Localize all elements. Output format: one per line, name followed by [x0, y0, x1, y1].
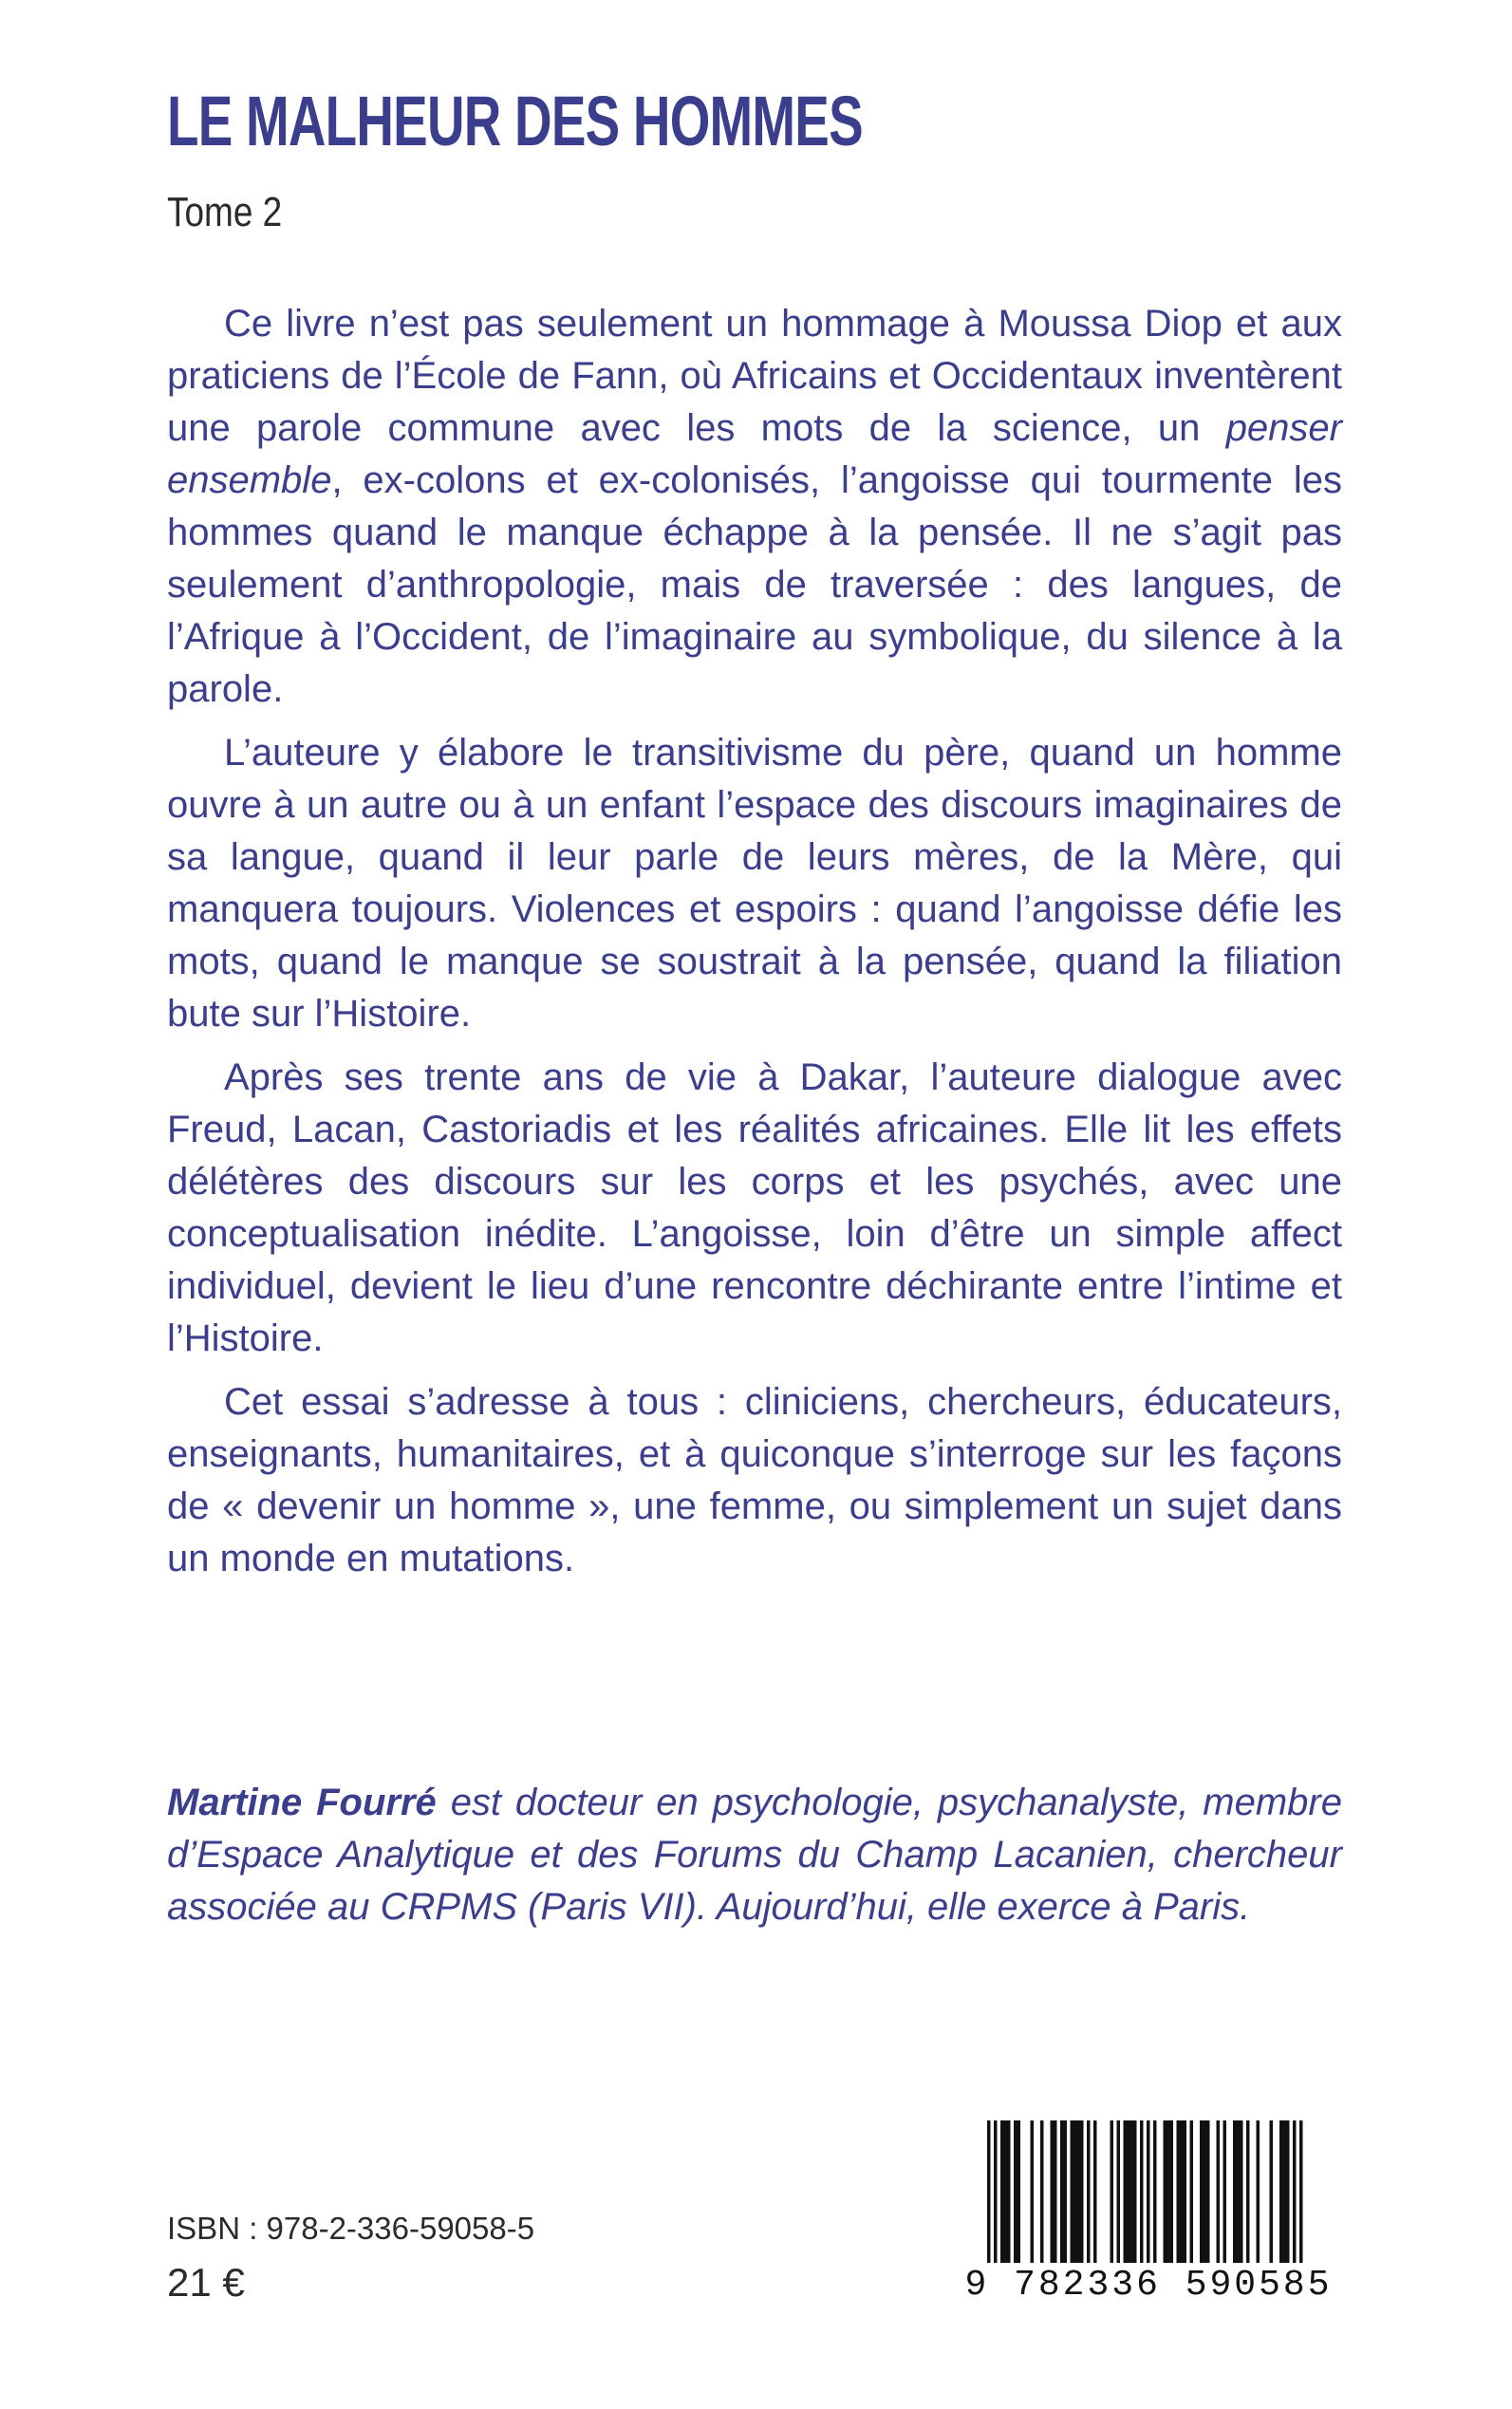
barcode-bar	[1177, 2120, 1181, 2272]
barcode-bar	[1017, 2120, 1021, 2272]
barcode-bar	[1283, 2120, 1287, 2272]
barcode	[949, 2120, 1348, 2318]
barcode-bar	[1087, 2120, 1091, 2272]
barcode-bar	[1133, 2120, 1137, 2272]
barcode-bar	[1293, 2120, 1297, 2272]
barcode-bar	[1184, 2120, 1187, 2272]
barcode-bar	[994, 2120, 998, 2272]
barcode-bar	[1286, 2120, 1290, 2272]
barcode-bars	[949, 2120, 1348, 2272]
barcode-bar	[1167, 2120, 1170, 2272]
barcode-bar	[1040, 2120, 1044, 2272]
barcode-bar	[1007, 2120, 1011, 2272]
barcode-bar	[1217, 2120, 1221, 2272]
barcode-bar	[1054, 2120, 1057, 2272]
barcode-bar	[1140, 2120, 1144, 2272]
summary-paragraph-1	[167, 298, 1342, 716]
barcode-bar	[1170, 2120, 1174, 2272]
barcode-bar	[1237, 2120, 1241, 2272]
barcode-bar	[1060, 2120, 1064, 2272]
summary-paragraph-3: Après ses trente ans de vie à Dakar, l’auteure dialogue avec Freud, Lacan, Castoriadis et les réalités africaines. Elle lit les effets délétères des discours sur les corps et les psychés, avec une conceptualisation inédite. L’angoisse, loin d’être un simple affect individuel, devient le lieu d’une rencontre déchirante entre l’intime et l’Histoire.	[167, 1056, 1342, 1359]
barcode-bar	[1130, 2120, 1134, 2272]
barcode-bar	[1240, 2120, 1243, 2272]
summary-p1-after: , ex-colons et ex-colonisés, l’angoisse qui tourmente les hommes quand le manque échappe à la pensée. Il ne s’agit pas seulement d’anthropologie, mais de traversée : des langues, de l’Afrique à l’Occident, de l’imaginaire au symbolique, du silence à la parole.	[167, 459, 1342, 710]
barcode-bar	[1117, 2120, 1121, 2272]
barcode-bar	[1000, 2120, 1004, 2272]
summary-text	[167, 298, 1342, 1597]
barcode-bar	[1071, 2120, 1074, 2272]
barcode-bar	[1124, 2120, 1128, 2272]
summary-p1-emphasis: penser ensemble	[167, 407, 1342, 501]
barcode-bar	[1051, 2120, 1055, 2272]
barcode-bar	[1004, 2120, 1008, 2272]
barcode-bar	[1147, 2120, 1150, 2272]
barcode-bar	[1080, 2120, 1084, 2272]
barcode-bar	[987, 2120, 991, 2272]
barcode-bar	[1077, 2120, 1081, 2272]
summary-paragraph-2: L’auteure y élabore le transitivisme du père, quand un homme ouvre à un autre ou à un enfant l’espace des discours imaginaires de sa langue, quand il leur parle de leurs mères, de la Mère, qui manquera toujours. Violences et espoirs : quand l’angoisse défie les mots, quand le manque se soustrait à la pensée, quand la filiation bute sur l’Histoire.	[167, 732, 1342, 1035]
barcode-bar	[1111, 2120, 1114, 2272]
volume-label: Tome 2	[167, 189, 283, 235]
barcode-bar	[1093, 2120, 1097, 2272]
book-title: LE MALHEUR DES HOMMES	[167, 82, 863, 160]
barcode-bar	[1180, 2120, 1184, 2272]
barcode-bar	[1031, 2120, 1035, 2272]
barcode-bar	[1206, 2120, 1210, 2272]
barcode-bar	[1200, 2120, 1204, 2272]
barcode-bar	[1223, 2120, 1227, 2272]
barcode-bar	[1204, 2120, 1207, 2272]
barcode-bar	[1257, 2120, 1260, 2272]
barcode-bar	[1014, 2120, 1017, 2272]
barcode-bar	[1190, 2120, 1194, 2272]
barcode-bar	[1153, 2120, 1157, 2272]
summary-p1-before: Ce livre n’est pas seulement un hommage à Moussa Diop et aux praticiens de l’École de Fann, où Africains et Occidentaux inventèrent une parole commune avec les mots de la science, un	[167, 303, 1342, 449]
author-bio-text: est docteur en psychologie, psychanalyste, membre d’Espace Analytique et des Forums du Champ Lacanien, chercheur associée au CRPMS (Paris VII). Aujourd’hui, elle exerce à Paris.	[167, 1782, 1342, 1928]
barcode-bar	[1246, 2120, 1250, 2272]
barcode-bar	[1127, 2120, 1130, 2272]
barcode-bar	[1299, 2120, 1303, 2272]
barcode-bar	[1270, 2120, 1274, 2272]
barcode-bar	[1279, 2120, 1283, 2272]
price: 21 €	[167, 2260, 245, 2305]
barcode-bar	[1073, 2120, 1077, 2272]
isbn: ISBN : 978-2-336-59058-5	[167, 2211, 535, 2246]
barcode-bar	[1064, 2120, 1068, 2272]
author-bio	[167, 1777, 1342, 1933]
barcode-bar	[1233, 2120, 1237, 2272]
summary-paragraph-4: Cet essai s’adresse à tous : cliniciens, chercheurs, éducateurs, enseignants, humanitaires, et à quiconque s’interroge sur les façons de « devenir un homme », une femme, ou simplement un sujet dans un monde en mutations.	[167, 1381, 1342, 1579]
barcode-digits: 9 782336 590585	[949, 2263, 1348, 2308]
author-name: Martine Fourré	[167, 1782, 437, 1823]
barcode-bar	[1164, 2120, 1167, 2272]
